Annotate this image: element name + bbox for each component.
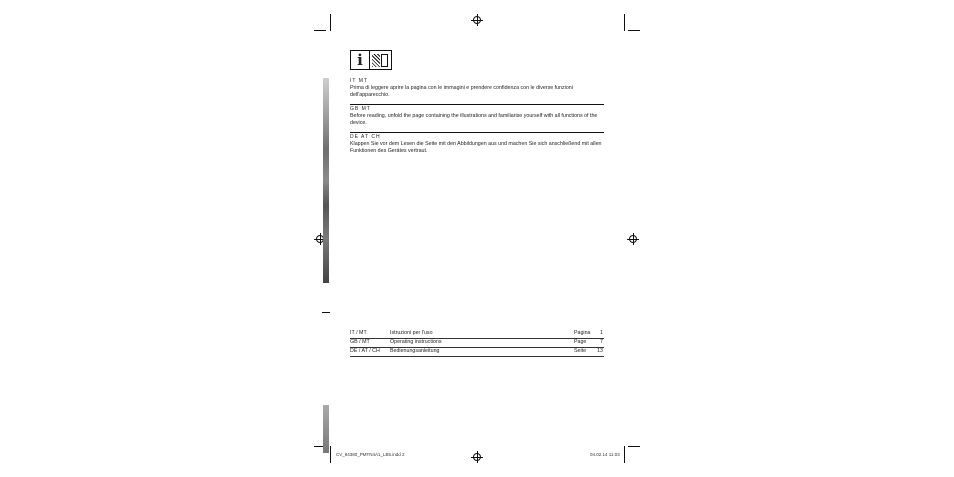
divider	[350, 132, 604, 133]
crop-mark	[330, 446, 331, 463]
table-of-contents	[350, 330, 604, 357]
info-header	[350, 50, 394, 70]
crop-mark	[628, 446, 640, 447]
toc-title: Operating instructions	[390, 339, 442, 345]
crop-mark	[628, 30, 640, 31]
crop-mark	[330, 14, 331, 31]
registration-mark-icon	[471, 451, 483, 463]
registration-mark-icon	[471, 14, 483, 26]
toc-row[interactable]	[350, 330, 604, 339]
book-icon	[370, 50, 392, 70]
registration-mark-icon	[627, 233, 639, 245]
toc-page-number: 13	[597, 348, 603, 354]
crop-mark	[624, 14, 625, 31]
toc-code: IT / MT	[350, 330, 367, 336]
crop-mark	[624, 446, 625, 463]
country-flags: DE AT CH	[350, 134, 381, 140]
toc-page-number: 1	[600, 330, 603, 336]
section-de	[350, 134, 604, 155]
toc-page-label: Page	[574, 339, 587, 345]
section-text: Before reading, unfold the page containing the illustrations and familiarise yourself with all functions of the device.	[350, 113, 598, 126]
crop-mark	[322, 312, 330, 313]
toc-title: Bedienungsanleitung	[390, 348, 440, 354]
toc-page-number: 7	[600, 339, 603, 345]
section-text: Klappen Sie vor dem Lesen die Seite mit den Abbildungen aus und machen Sie sich anschließend mit allen Funktionen des Gerätes vertraut.	[350, 141, 602, 154]
toc-page-label: Pagina	[574, 330, 591, 336]
toc-row[interactable]	[350, 339, 604, 348]
toc-page-label: Seite	[574, 348, 587, 354]
footer-filename: CV_94380_PMTN4A1_LB5.indd 2	[336, 452, 405, 457]
divider	[350, 104, 604, 105]
toc-code: DE / AT / CH	[350, 348, 380, 354]
section-text: Prima di leggere aprire la pagina con le immagini e prendere confidenza con le diverse funzioni dell'apparecchio.	[350, 85, 573, 98]
footer-timestamp: 04.02.14 11:03	[590, 452, 620, 457]
country-flags: IT MT	[350, 78, 368, 84]
toc-row[interactable]	[350, 348, 604, 357]
country-flags: GB MT	[350, 106, 371, 112]
section-it	[350, 78, 604, 99]
toc-title: Istruzioni per l'uso	[390, 330, 433, 336]
side-photo-strip	[323, 78, 329, 283]
crop-mark	[314, 30, 326, 31]
section-gb	[350, 106, 604, 127]
side-photo-strip	[323, 405, 329, 453]
info-icon: i	[350, 50, 370, 70]
toc-code: GB / MT	[350, 339, 370, 345]
